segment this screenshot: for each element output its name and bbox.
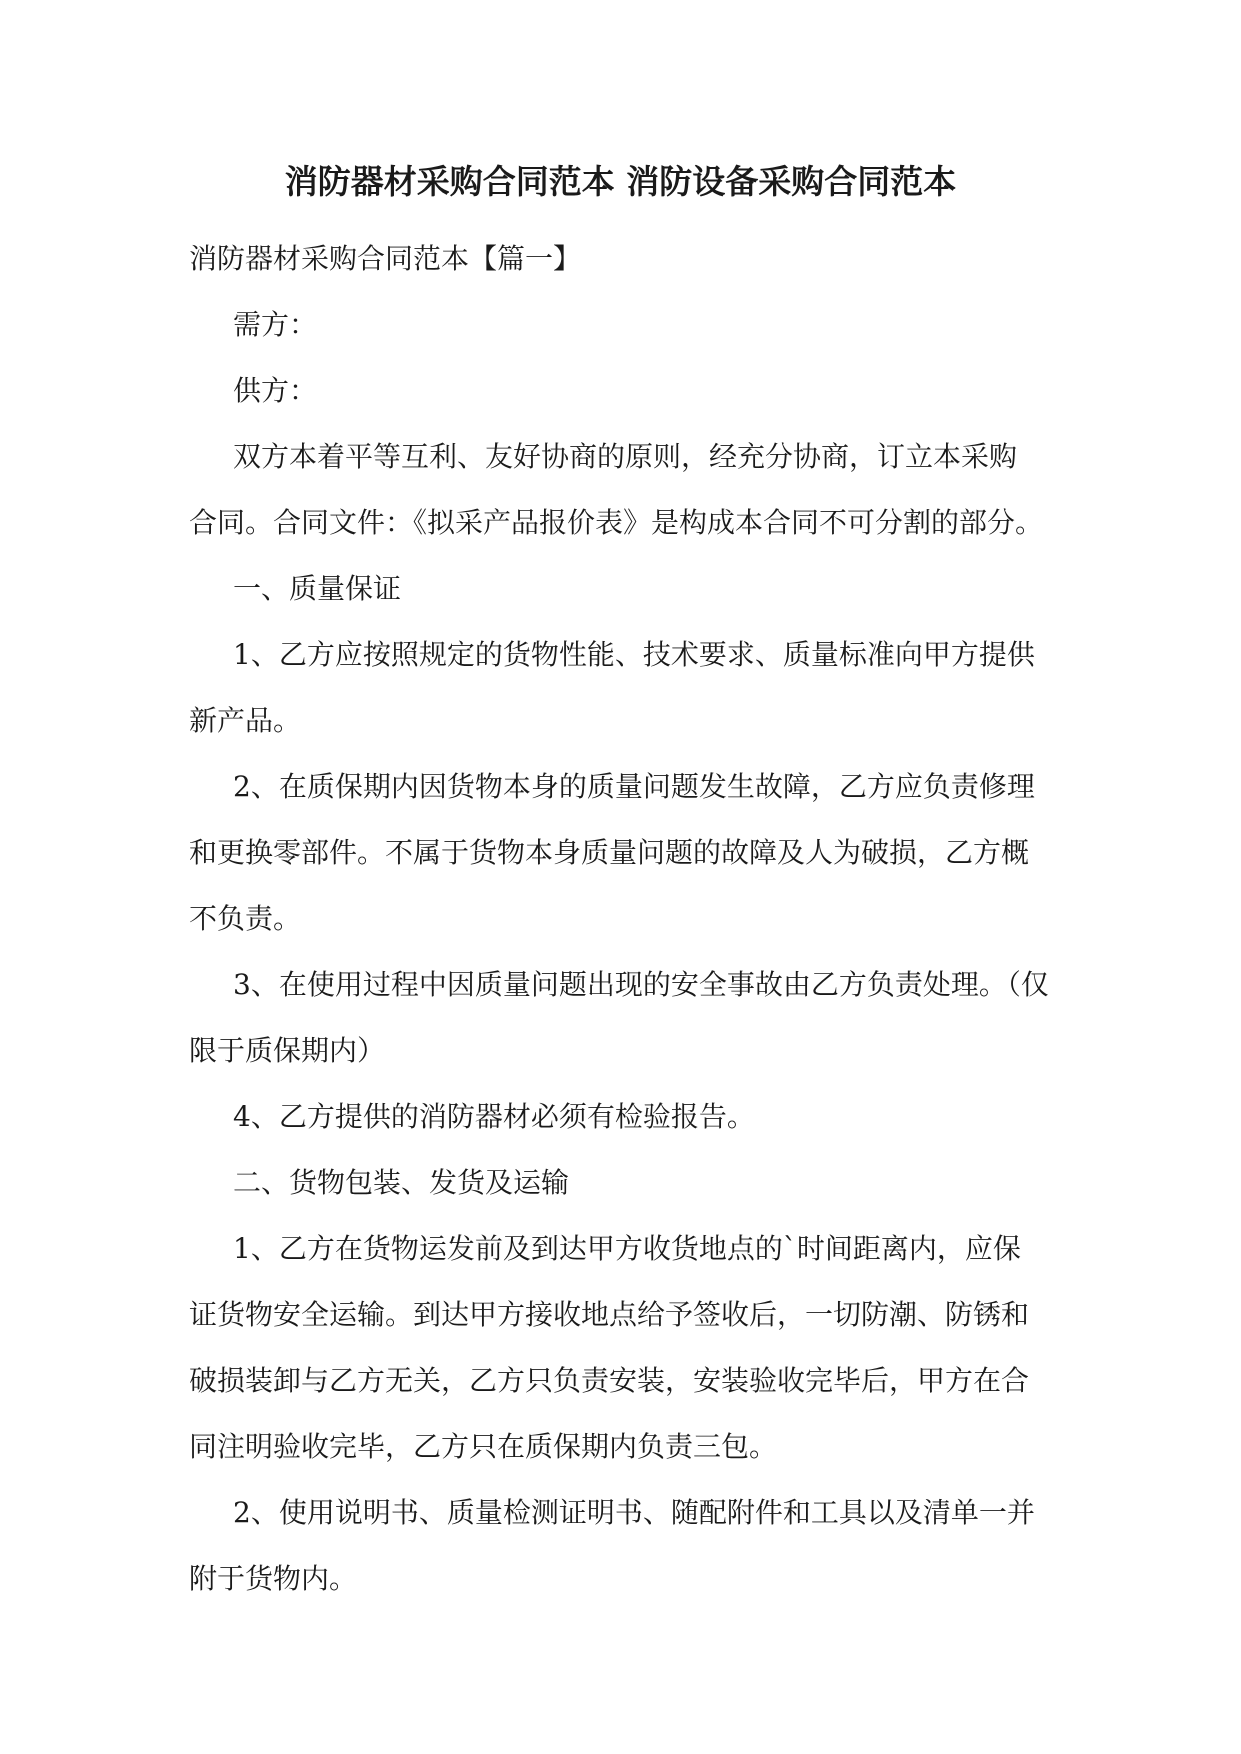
quality-item-2-line-3: 不负责。 — [189, 902, 302, 935]
document-body — [189, 226, 1069, 1612]
quality-item-3-line-2: 限于质保期内） — [189, 1034, 386, 1067]
shipping-item-1-line-3: 破损装卸与乙方无关，乙方只负责安装，安装验收完毕后，甲方在合 — [189, 1364, 1030, 1397]
preamble-line-1: 双方本着平等互利、友好协商的原则，经充分协商，订立本采购 — [233, 440, 1018, 473]
quality-item-2-line-2: 和更换零部件。不属于货物本身质量问题的故障及人为破损，乙方概 — [189, 836, 1030, 869]
shipping-item-2-line-2: 附于货物内。 — [189, 1562, 358, 1595]
quality-item-1-line-2: 新产品。 — [189, 704, 302, 737]
shipping-item-1-line-2: 证货物安全运输。到达甲方接收地点给予签收后，一切防潮、防锈和 — [189, 1298, 1030, 1331]
clause-heading-quality: 一、质量保证 — [233, 572, 402, 605]
clause-heading-shipping: 二、货物包装、发货及运输 — [233, 1166, 570, 1199]
shipping-item-2-line-1: 2、使用说明书、质量检测证明书、随配附件和工具以及清单一并 — [233, 1496, 1035, 1529]
buyer-line: 需方： — [233, 308, 318, 341]
section-heading-part-one: 消防器材采购合同范本【篇一】 — [189, 242, 582, 275]
shipping-item-1-line-4: 同注明验收完毕，乙方只在质保期内负责三包。 — [189, 1430, 778, 1463]
supplier-line: 供方： — [233, 374, 318, 407]
document-title: 消防器材采购合同范本 消防设备采购合同范本 — [284, 162, 957, 201]
quality-item-2-line-1: 2、在质保期内因货物本身的质量问题发生故障，乙方应负责修理 — [233, 770, 1035, 803]
quality-item-3-line-1: 3、在使用过程中因质量问题出现的安全事故由乙方负责处理。（仅 — [233, 968, 1049, 1001]
quality-item-1-line-1: 1、乙方应按照规定的货物性能、技术要求、质量标准向甲方提供 — [233, 638, 1035, 671]
preamble-line-2: 合同。合同文件：《拟采产品报价表》是构成本合同不可分割的部分。 — [189, 506, 1044, 539]
quality-item-4: 4、乙方提供的消防器材必须有检验报告。 — [233, 1100, 755, 1133]
shipping-item-1-line-1: 1、乙方在货物运发前及到达甲方收货地点的`时间距离内，应保 — [233, 1232, 1021, 1265]
